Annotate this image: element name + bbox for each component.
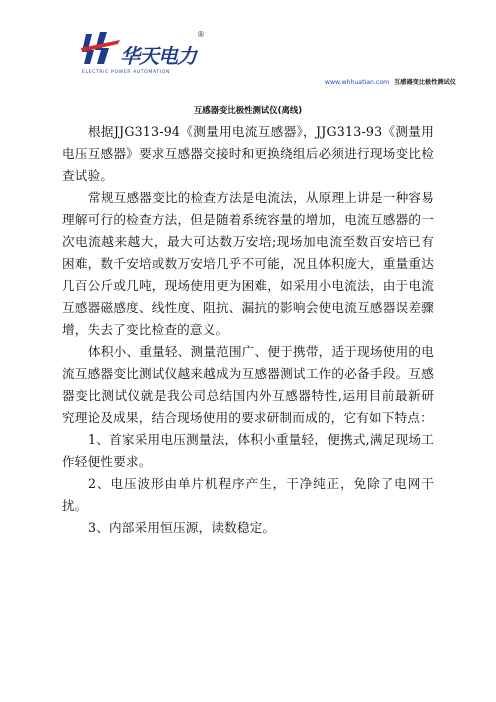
document-body (62, 121, 434, 539)
logo-chinese-text: 华天电力 (120, 44, 196, 68)
website-link[interactable]: www.whhuatian.com (324, 79, 390, 86)
list-item: 3、内部采用恒压源，读数稳定。 (88, 520, 276, 535)
company-logo (80, 28, 210, 86)
paragraph: 根据JJG313-94《测量用电流互感器》，JJG313-93《测量用电压互感器》要求互感器交接时和更换绕组后必须进行现场变比检查试验。 (62, 124, 434, 183)
registered-mark: ® (197, 30, 205, 39)
lightning-logo-icon (80, 28, 124, 68)
site-info (325, 77, 456, 86)
paragraph: 体积小、重量轻、测量范围广、便于携带，适于现场使用的电流互感器变比测试仪越来越成为互感器测试工作的必备手段。互感器变比测试仪就是我公司总结国内外互感器特性,运用目前最新研究理论及成果，结合现场使用的要求研制而成的，它有如下特点： (62, 344, 434, 425)
header-product-title: 互感器变比极性测试仪 (394, 79, 456, 86)
list-item: 1、首家采用电压测量法，体积小重量轻，便携式,满足现场工作轻便性要求。 (62, 432, 434, 469)
document-title: 互感器变比极性测试仪(离线) (193, 105, 303, 115)
list-item: 2、电压波形由单片机程序产生，干净纯正，免除了电网干扰。 (62, 476, 434, 513)
logo-english-text: ELECTRIC POWER AUTOMATION (82, 70, 170, 75)
page-header (0, 0, 496, 92)
paragraph: 常规互感器变比的检查方法是电流法，从原理上讲是一种容易理解可行的检查方法，但是随着系统容量的增加，电流互感器的一次电流越来越大，最大可达数万安培;现场加电流至数百安培已有困难，数千安培或数万安培几乎不可能，况且体积庞大，重量重达几百公斤或几吨，现场使用更为困难，如采用小电流法，由于电流互感器磁感度、线性度、阻抗、漏抗的影响会使电流互感器误差骤增，失去了变比检查的意义。 (62, 190, 434, 337)
